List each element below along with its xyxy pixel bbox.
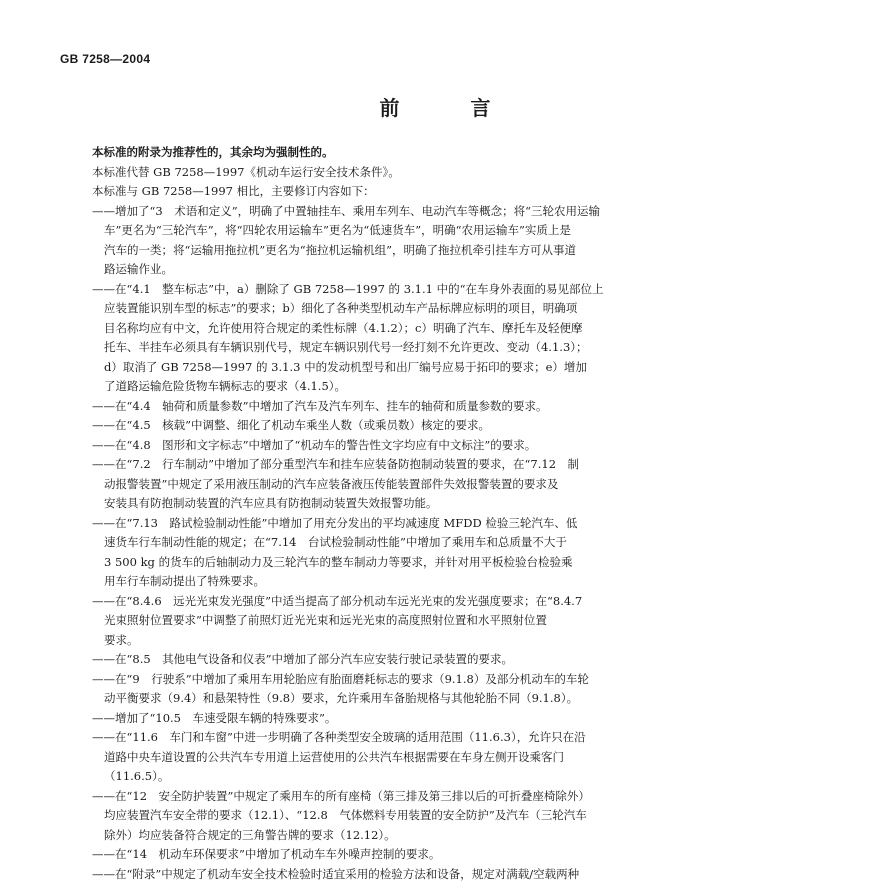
- text-line: 速货车行车制动性能的规定；在“7.14 台试检验制动性能”中增加了乘用车和总质量不大于: [92, 533, 807, 553]
- text-line: ——在“11.6 车门和车窗”中进一步明确了各种类型安全玻璃的适用范围（11.6.3），允许只在沿: [92, 728, 807, 748]
- text-line: 本标准与 GB 7258—1997 相比，主要修订内容如下：: [92, 182, 807, 202]
- text-line: ——在“14 机动车环保要求”中增加了机动车车外噪声控制的要求。: [92, 845, 807, 865]
- text-line: ——在“4.5 核载”中调整、细化了机动车乘坐人数（或乘员数）核定的要求。: [92, 416, 807, 436]
- text-line: 汽车的一类；将“运输用拖拉机”更名为“拖拉机运输机组”，明确了拖拉机牵引挂车方可从事道: [92, 241, 807, 261]
- text-line: 光束照射位置要求”中调整了前照灯近光光束和远光光束的高度照射位置和水平照射位置: [92, 611, 807, 631]
- text-line: 均应装置汽车安全带的要求（12.1）、“12.8 气体燃料专用装置的安全防护”及汽车（三轮汽车: [92, 806, 807, 826]
- text-line: 动报警装置”中规定了采用液压制动的汽车应装备液压传能装置部件失效报警装置的要求及: [92, 475, 807, 495]
- text-line: 应装置能识别车型的标志”的要求；b）细化了各种类型机动车产品标牌应标明的项目，明确项: [92, 299, 807, 319]
- text-line: 用车行车制动提出了特殊要求。: [92, 572, 807, 592]
- text-line: ——在“4.8 图形和文字标志”中增加了“机动车的警告性文字均应有中文标注”的要求。: [92, 436, 807, 456]
- text-line: ——在“7.13 路试检验制动性能”中增加了用充分发出的平均减速度 MFDD 检验三轮汽车、低: [92, 514, 807, 534]
- standard-code: GB 7258—2004: [60, 52, 150, 66]
- text-line: 安装具有防抱制动装置的汽车应具有防抱制动装置失效报警功能。: [92, 494, 807, 514]
- text-line: 道路中央车道设置的公共汽车专用道上运营使用的公共汽车根据需要在车身左侧开设乘客门: [92, 748, 807, 768]
- text-line: 车”更名为“三轮汽车”，将“四轮农用运输车”更名为“低速货车”，明确“农用运输车”实质上是: [92, 221, 807, 241]
- text-line: 3 500 kg 的货车的后轴制动力及三轮汽车的整车制动力等要求，并针对用平板检验台检验乘: [92, 553, 807, 573]
- text-line: d）取消了 GB 7258—1997 的 3.1.3 中的发动机型号和出厂编号应易于拓印的要求；e）增加: [92, 358, 807, 378]
- text-line: ——增加了“3 术语和定义”，明确了中置轴挂车、乘用车列车、电动汽车等概念；将“三轮农用运输: [92, 202, 807, 222]
- text-line: 要求。: [92, 631, 807, 651]
- text-line: ——在“7.2 行车制动”中增加了部分重型汽车和挂车应装备防抱制动装置的要求，在“7.12 制: [92, 455, 807, 475]
- foreword-body: [92, 143, 807, 884]
- text-line: 托车、半挂车必须具有车辆识别代号，规定车辆识别代号一经打刻不允许更改、变动（4.1.3）；: [92, 338, 807, 358]
- text-line: 路运输作业。: [92, 260, 807, 280]
- text-line: ——增加了“10.5 车速受限车辆的特殊要求”。: [92, 709, 807, 729]
- text-line: ——在“9 行驶系”中增加了乘用车用轮胎应有胎面磨耗标志的要求（9.1.8）及部分机动车的车轮: [92, 670, 807, 690]
- text-line: ——在“12 安全防护装置”中规定了乘用车的所有座椅（第三排及第三排以后的可折叠座椅除外）: [92, 787, 807, 807]
- text-line: ——在“4.1 整车标志”中，a）删除了 GB 7258—1997 的 3.1.1 中的“在车身外表面的易见部位上: [92, 280, 807, 300]
- text-line: 目名称均应有中文，允许使用符合规定的柔性标牌（4.1.2）；c）明确了汽车、摩托车及轻便摩: [92, 319, 807, 339]
- text-line: 本标准代替 GB 7258—1997《机动车运行安全技术条件》。: [92, 163, 807, 183]
- text-line: 除外）均应装备符合规定的三角警告牌的要求（12.12）。: [92, 826, 807, 846]
- page-title: 前 言: [0, 92, 870, 121]
- text-line: ——在“8.4.6 远光光束发光强度”中适当提高了部分机动车远光光束的发光强度要求；在“8.4.7: [92, 592, 807, 612]
- text-line: ——在“8.5 其他电气设备和仪表”中增加了部分汽车应安装行驶记录装置的要求。: [92, 650, 807, 670]
- text-line: ——在“4.4 轴荷和质量参数”中增加了汽车及汽车列车、挂车的轴荷和质量参数的要求。: [92, 397, 807, 417]
- text-line: 动平衡要求（9.4）和悬架特性（9.8）要求，允许乘用车备胎规格与其他轮胎不同（9.1.8）。: [92, 689, 807, 709]
- text-line: 了道路运输危险货物车辆标志的要求（4.1.5）。: [92, 377, 807, 397]
- text-line: ——在“附录”中规定了机动车安全技术检验时适宜采用的检验方法和设备，规定对满载/空载两种: [92, 865, 807, 884]
- text-line: 本标准的附录为推荐性的，其余均为强制性的。: [92, 143, 807, 163]
- text-line: （11.6.5）。: [92, 767, 807, 787]
